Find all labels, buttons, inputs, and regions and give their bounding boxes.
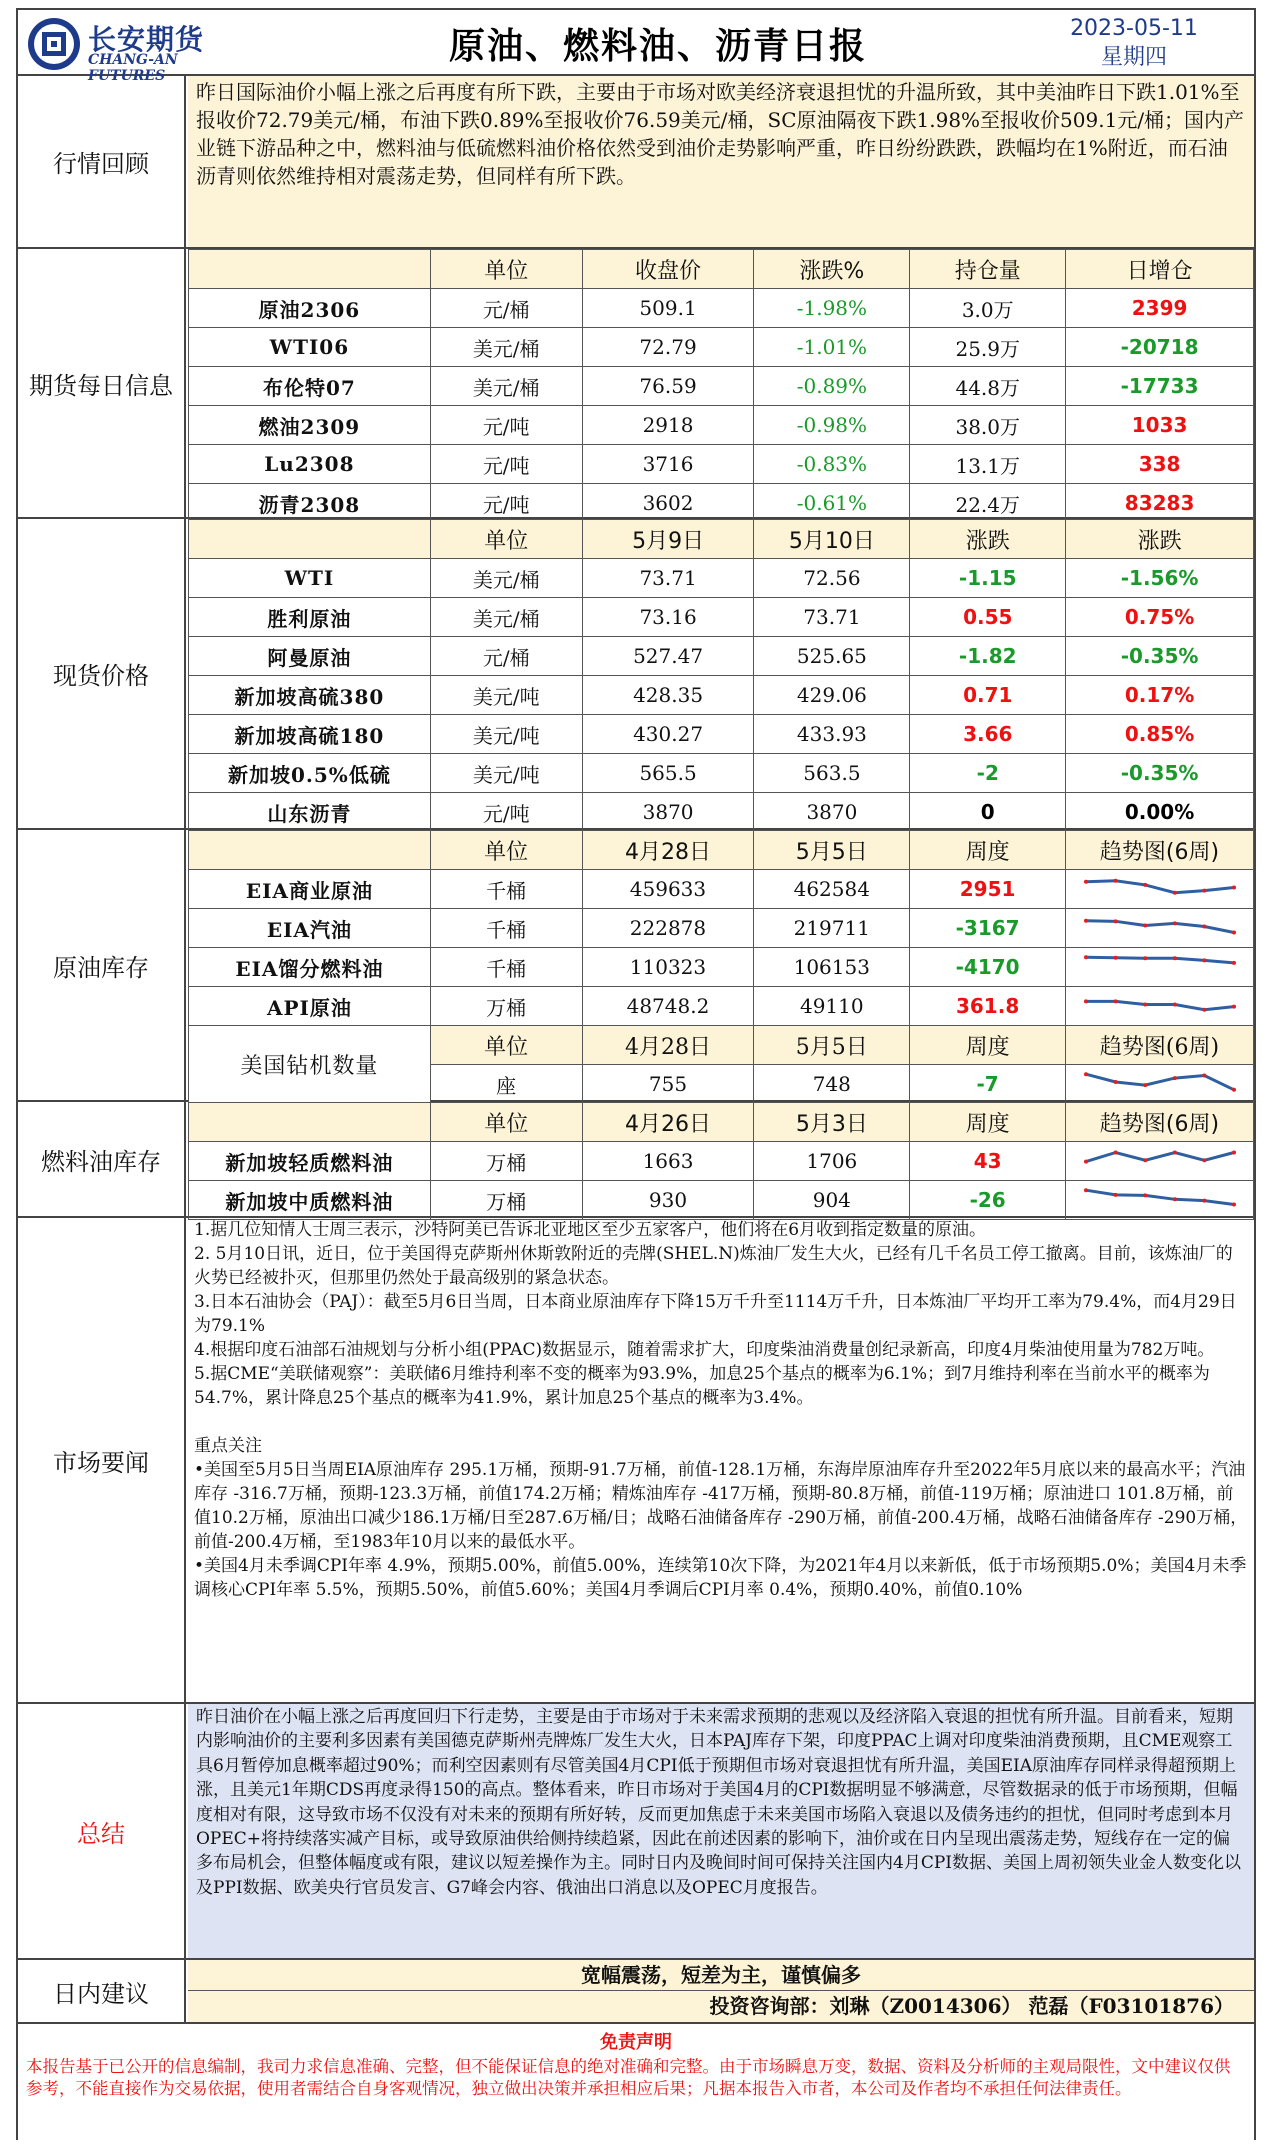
header-cell: 持仓量 — [910, 250, 1066, 289]
header-cell: 单位 — [430, 1103, 582, 1142]
table-row — [189, 1181, 1254, 1220]
open-interest: 22.4万 — [910, 484, 1066, 523]
trend-point — [1113, 999, 1117, 1003]
unit-cell: 元/桶 — [430, 637, 582, 676]
close-price: 3716 — [582, 445, 754, 484]
trend-point — [1084, 1159, 1088, 1163]
header-cell: 单位 — [430, 831, 582, 870]
price-day1: 73.71 — [582, 559, 754, 598]
crude-inventory-section — [18, 830, 1254, 1102]
trend-sparkline — [1066, 987, 1254, 1026]
trend-point — [1172, 1076, 1176, 1080]
section-label: 燃料油库存 — [18, 1102, 186, 1216]
change-pct: -0.61% — [754, 484, 910, 523]
trend-point — [1143, 1158, 1147, 1162]
logo-emblem-icon — [26, 16, 82, 72]
section-label: 现货价格 — [18, 519, 186, 828]
focus-title: 重点关注 — [194, 1436, 262, 1456]
unit-cell: 元/吨 — [430, 406, 582, 445]
weekly-change: -4170 — [910, 948, 1066, 987]
header-cell: 涨跌 — [910, 520, 1066, 559]
trend-line — [1086, 957, 1234, 963]
focus-item: •美国至5月5日当周EIA原油库存 295.1万桶，预期-91.7万桶，前值-128.1万桶，东海岸原油库存升至2022年5月底以来的最高水平；汽油库存 -316.7万桶，预期-123.3万桶，前值174.2万桶；精炼油库存 -417万桶，预期-80.8万桶，前值-119万桶；原油进口 101.8万桶，前值10.2万桶，原油出口减少186.1万桶/日至287.6万桶/日；战略石油储备库存 -290万桶，前值-200.4万桶，战略石油储备库存 -290万桶，前值-200.4万桶，至1983年10月以来的最低水平。 — [194, 1460, 1248, 1552]
header-cell — [189, 520, 431, 559]
table-header-row — [189, 831, 1254, 870]
table-row — [189, 637, 1254, 676]
unit-cell: 元/吨 — [430, 445, 582, 484]
trend-point — [1232, 1150, 1236, 1154]
spot-name: 阿曼原油 — [189, 637, 431, 676]
trend-line — [1086, 880, 1234, 892]
news-spacer — [194, 1410, 1248, 1434]
advice-section — [18, 1960, 1254, 2024]
spot-name: 胜利原油 — [189, 598, 431, 637]
weekly-change: 2951 — [910, 870, 1066, 909]
table-row — [189, 1026, 1254, 1065]
price-change: 0.71 — [910, 676, 1066, 715]
header-cell: 周度 — [910, 831, 1066, 870]
trend-point — [1143, 1002, 1147, 1006]
analyst-credits: 投资咨询部：刘琳（Z0014306） 范磊（F03101876） — [188, 1991, 1254, 2022]
table-row — [189, 598, 1254, 637]
unit-cell: 美元/吨 — [430, 715, 582, 754]
open-interest: 13.1万 — [910, 445, 1066, 484]
market-review-section — [18, 76, 1254, 249]
trend-point — [1172, 921, 1176, 925]
table-row — [189, 909, 1254, 948]
unit-cell: 万桶 — [430, 987, 582, 1026]
price-change: 0.55 — [910, 598, 1066, 637]
spot-name: 山东沥青 — [189, 793, 431, 832]
section-label: 原油库存 — [18, 830, 186, 1100]
trend-line — [1086, 1001, 1234, 1009]
price-day1: 430.27 — [582, 715, 754, 754]
trend-point — [1143, 923, 1147, 927]
trend-point — [1232, 960, 1236, 964]
header-cell: 4月28日 — [582, 831, 754, 870]
table-header-row — [189, 520, 1254, 559]
unit-cell: 元/桶 — [430, 289, 582, 328]
unit-cell: 元/吨 — [430, 484, 582, 523]
trend-point — [1172, 956, 1176, 960]
table-row — [189, 793, 1254, 832]
table-row — [189, 406, 1254, 445]
header-cell: 单位 — [430, 1026, 582, 1065]
contract-name: Lu2308 — [189, 445, 431, 484]
trend-line — [1086, 1152, 1234, 1161]
trend-point — [1232, 1202, 1236, 1206]
unit-cell: 千桶 — [430, 909, 582, 948]
trend-point — [1202, 1198, 1206, 1202]
advice-text: 宽幅震荡，短差为主，谨慎偏多 — [188, 1960, 1254, 1991]
unit-cell: 千桶 — [430, 870, 582, 909]
trend-point — [1202, 1007, 1206, 1011]
trend-line — [1086, 920, 1234, 932]
trend-sparkline — [1066, 948, 1254, 987]
oi-change: 2399 — [1066, 289, 1254, 328]
price-change-pct: 0.85% — [1066, 715, 1254, 754]
company-logo — [26, 16, 226, 84]
unit-cell: 千桶 — [430, 948, 582, 987]
price-change-pct: -1.56% — [1066, 559, 1254, 598]
trend-point — [1202, 1073, 1206, 1077]
header-cell: 5月5日 — [754, 1026, 910, 1065]
disclaimer-text: 本报告基于已公开的信息编制，我司力求信息准确、完整，但不能保证信息的绝对准确和完整。由于市场瞬息万变，数据、资料及分析师的主观局限性，文中建议仅供参考，不能直接作为交易依据，使用者需结合自身客观情况，独立做出决策并承担相应后果；凡据本报告入市者，本公司及作者均不承担任何法律责任。 — [26, 2057, 1231, 2098]
focus-item: •美国4月未季调CPI年率 4.9%，预期5.00%，前值5.00%，连续第10次下降，为2021年4月以来新低，低于市场预期5.0%；美国4月未季调核心CPI年率 5.5%，预期5.50%，前值5.60%；美国4月季调后CPI月率 0.4%，预期0.40%，前值0.10% — [194, 1556, 1247, 1600]
price-day2: 73.71 — [754, 598, 910, 637]
oi-change: -20718 — [1066, 328, 1254, 367]
table-row — [189, 715, 1254, 754]
section-label: 日内建议 — [18, 1960, 186, 2022]
unit-cell: 美元/吨 — [430, 754, 582, 793]
unit-cell: 美元/桶 — [430, 367, 582, 406]
table-header-row — [189, 250, 1254, 289]
value-prev: 222878 — [582, 909, 754, 948]
table-row — [189, 870, 1254, 909]
trend-point — [1113, 919, 1117, 923]
logo-cn-text: 长安期货 — [88, 23, 205, 56]
spot-name: 新加坡高硫380 — [189, 676, 431, 715]
price-day1: 565.5 — [582, 754, 754, 793]
change-pct: -0.98% — [754, 406, 910, 445]
weekly-change: -26 — [910, 1181, 1066, 1220]
weekly-change: 361.8 — [910, 987, 1066, 1026]
news-item: 1.据几位知情人士周三表示，沙特阿美已告诉北亚地区至少五家客户，他们将在6月收到指定数量的原油。 — [194, 1220, 987, 1240]
trend-point — [1172, 1150, 1176, 1154]
crude-inventory-table — [188, 830, 1254, 1104]
table-row — [189, 948, 1254, 987]
rig-count-name: 美国钻机数量 — [189, 1026, 431, 1104]
trend-point — [1202, 958, 1206, 962]
unit-cell: 美元/吨 — [430, 676, 582, 715]
report-title: 原油、燃料油、沥青日报 — [448, 26, 867, 67]
price-day2: 3870 — [754, 793, 910, 832]
trend-point — [1084, 1188, 1088, 1192]
value-curr: 49110 — [754, 987, 910, 1026]
trend-point — [1202, 888, 1206, 892]
section-label: 行情回顾 — [18, 76, 186, 247]
trend-sparkline — [1066, 870, 1254, 909]
close-price: 76.59 — [582, 367, 754, 406]
price-day1: 3870 — [582, 793, 754, 832]
unit-cell: 座 — [430, 1065, 582, 1104]
inventory-name: EIA商业原油 — [189, 870, 431, 909]
trend-point — [1232, 885, 1236, 889]
price-change-pct: -0.35% — [1066, 754, 1254, 793]
oi-change: 1033 — [1066, 406, 1254, 445]
header-cell: 趋势图(6周) — [1066, 831, 1254, 870]
price-day2: 72.56 — [754, 559, 910, 598]
value-prev: 930 — [582, 1181, 754, 1220]
trend-point — [1172, 1002, 1176, 1006]
table-row — [189, 367, 1254, 406]
trend-point — [1232, 1004, 1236, 1008]
news-item: 4.根据印度石油部石油规划与分析小组(PPAC)数据显示，随着需求扩大，印度柴油消费量创纪录新高，印度4月柴油使用量为782万吨。 — [194, 1340, 1215, 1360]
header-cell: 日增仓 — [1066, 250, 1254, 289]
disclaimer-title: 免责声明 — [600, 2032, 672, 2053]
spot-name: 新加坡高硫180 — [189, 715, 431, 754]
open-interest: 3.0万 — [910, 289, 1066, 328]
trend-point — [1143, 956, 1147, 960]
trend-sparkline — [1066, 909, 1254, 948]
trend-point — [1232, 930, 1236, 934]
table-row — [189, 484, 1254, 523]
market-news-body — [188, 1218, 1254, 1702]
value-curr: 748 — [754, 1065, 910, 1104]
spot-name: WTI — [189, 559, 431, 598]
header-cell — [189, 831, 431, 870]
trend-point — [1084, 1072, 1088, 1076]
table-header-row — [189, 1103, 1254, 1142]
table-row — [189, 559, 1254, 598]
value-curr: 219711 — [754, 909, 910, 948]
weekday-text: 星期四 — [1100, 45, 1167, 70]
price-change-pct: 0.17% — [1066, 676, 1254, 715]
section-label: 期货每日信息 — [18, 249, 186, 517]
oi-change: 83283 — [1066, 484, 1254, 523]
spot-name: 新加坡0.5%低硫 — [189, 754, 431, 793]
header-cell: 周度 — [910, 1103, 1066, 1142]
price-change: -2 — [910, 754, 1066, 793]
header-cell — [189, 1103, 431, 1142]
table-row — [189, 676, 1254, 715]
oi-change: 338 — [1066, 445, 1254, 484]
header-cell: 4月26日 — [582, 1103, 754, 1142]
price-day2: 429.06 — [754, 676, 910, 715]
trend-sparkline — [1066, 1181, 1254, 1220]
header-cell: 5月9日 — [582, 520, 754, 559]
unit-cell: 万桶 — [430, 1142, 582, 1181]
price-change: -1.82 — [910, 637, 1066, 676]
contract-name: 燃油2309 — [189, 406, 431, 445]
report-date — [1054, 14, 1214, 72]
header-cell: 5月10日 — [754, 520, 910, 559]
price-day2: 563.5 — [754, 754, 910, 793]
summary-text: 昨日油价在小幅上涨之后再度回归下行走势，主要是由于市场对于未来需求预期的悲观以及经济陷入衰退的担忧有所升温。目前看来，短期内影响油价的主要利多因素有美国德克萨斯州壳牌炼厂发生大火，日本PAJ库存下架，印度PPAC上调对印度柴油消费预期，且CME观察工具6月暂停加息概率超过90%；而利空因素则有尽管美国4月CPI低于预期但市场对衰退担忧有所升温，美国EIA原油库存同样录得超预期上涨，且美元1年期CDS再度录得150的高点。整体看来，昨日市场对于美国4月的CPI数据明显不够满意，尽管数据录的低于市场预期，但幅度相对有限，这导致市场不仅没有对未来的预期有所好转，反而更加焦虑于未来美国市场陷入衰退以及债务违约的担忧，但同时考虑到本月OPEC+将持续落实减产目标，或导致原油供给侧持续趋紧，因此在前述因素的影响下，油价或在日内呈现出震荡走势，短线存在一定的偏多布局机会，但整体幅度或有限，建议以短差操作为主。同时日内及晚间时间可保持关注国内4月CPI数据、美国上周初领失业金人数变化以及PPI数据、欧美央行官员发言、G7峰会内容、俄油出口消息以及OPEC月度报告。 — [188, 1704, 1254, 1958]
fuel-inventory-section — [18, 1102, 1254, 1218]
header-cell: 单位 — [430, 250, 582, 289]
price-change-pct: 0.75% — [1066, 598, 1254, 637]
trend-point — [1143, 1083, 1147, 1087]
news-item: 5.据CME“美联储观察”：美联储6月维持利率不变的概率为93.9%，加息25个基点的概率为6.1%；到7月维持利率在当前水平的概率为54.7%，累计降息25个基点的概率为41.9%，累计加息25个基点的概率为3.4%。 — [194, 1364, 1210, 1408]
inventory-name: EIA汽油 — [189, 909, 431, 948]
price-change: 3.66 — [910, 715, 1066, 754]
futures-table — [188, 249, 1254, 523]
news-item: 2. 5月10日讯，近日，位于美国得克萨斯州休斯敦附近的壳牌(SHEL.N)炼油厂发生大火，已经有几千名员工停工撤离。目前，该炼油厂的火势已经被扑灭，但那里仍然处于最高级别的紧急状态。 — [194, 1244, 1233, 1288]
table-row — [189, 754, 1254, 793]
trend-point — [1084, 918, 1088, 922]
value-prev: 110323 — [582, 948, 754, 987]
header-cell — [189, 250, 431, 289]
date-text: 2023-05-11 — [1070, 16, 1198, 41]
trend-point — [1172, 1197, 1176, 1201]
trend-point — [1113, 878, 1117, 882]
price-day2: 525.65 — [754, 637, 910, 676]
open-interest: 25.9万 — [910, 328, 1066, 367]
trend-point — [1113, 955, 1117, 959]
table-row — [189, 987, 1254, 1026]
header-cell: 5月3日 — [754, 1103, 910, 1142]
value-curr: 1706 — [754, 1142, 910, 1181]
inventory-name: API原油 — [189, 987, 431, 1026]
contract-name: 布伦特07 — [189, 367, 431, 406]
header-cell: 涨跌% — [754, 250, 910, 289]
value-prev: 459633 — [582, 870, 754, 909]
inventory-name: 新加坡中质燃料油 — [189, 1181, 431, 1220]
spot-section — [18, 519, 1254, 830]
spot-table — [188, 519, 1254, 832]
section-label: 市场要闻 — [18, 1218, 186, 1702]
unit-cell: 美元/桶 — [430, 328, 582, 367]
header-cell: 涨跌 — [1066, 520, 1254, 559]
table-row — [189, 1142, 1254, 1181]
trend-line — [1086, 1190, 1234, 1204]
contract-name: WTI06 — [189, 328, 431, 367]
report-page — [16, 8, 1256, 2140]
price-day2: 433.93 — [754, 715, 910, 754]
value-curr: 462584 — [754, 870, 910, 909]
close-price: 72.79 — [582, 328, 754, 367]
trend-point — [1113, 1080, 1117, 1084]
trend-point — [1084, 955, 1088, 959]
table-row — [189, 289, 1254, 328]
header-cell: 收盘价 — [582, 250, 754, 289]
trend-point — [1202, 924, 1206, 928]
open-interest: 38.0万 — [910, 406, 1066, 445]
unit-cell: 美元/桶 — [430, 559, 582, 598]
trend-sparkline — [1066, 1065, 1254, 1104]
inventory-name: EIA馏分燃料油 — [189, 948, 431, 987]
header-cell: 单位 — [430, 520, 582, 559]
value-prev: 1663 — [582, 1142, 754, 1181]
header-cell: 5月5日 — [754, 831, 910, 870]
disclaimer-section — [18, 2024, 1254, 2140]
header-cell: 4月28日 — [582, 1026, 754, 1065]
trend-point — [1113, 1150, 1117, 1154]
unit-cell: 万桶 — [430, 1181, 582, 1220]
summary-section — [18, 1704, 1254, 1960]
contract-name: 沥青2308 — [189, 484, 431, 523]
close-price: 3602 — [582, 484, 754, 523]
price-day1: 428.35 — [582, 676, 754, 715]
close-price: 509.1 — [582, 289, 754, 328]
value-curr: 106153 — [754, 948, 910, 987]
value-curr: 904 — [754, 1181, 910, 1220]
trend-point — [1202, 1158, 1206, 1162]
table-row — [189, 328, 1254, 367]
price-change: -1.15 — [910, 559, 1066, 598]
weekly-change: -7 — [910, 1065, 1066, 1104]
price-change-pct: -0.35% — [1066, 637, 1254, 676]
price-day1: 527.47 — [582, 637, 754, 676]
table-row — [189, 445, 1254, 484]
trend-point — [1172, 890, 1176, 894]
change-pct: -0.83% — [754, 445, 910, 484]
logo-en-text: CHANG-AN FUTURES — [88, 52, 178, 84]
trend-point — [1084, 879, 1088, 883]
header-cell: 周度 — [910, 1026, 1066, 1065]
trend-point — [1113, 1192, 1117, 1196]
header-cell: 趋势图(6周) — [1066, 1103, 1254, 1142]
change-pct: -1.98% — [754, 289, 910, 328]
weekly-change: -3167 — [910, 909, 1066, 948]
trend-line — [1086, 1074, 1234, 1090]
report-header — [18, 10, 1254, 84]
contract-name: 原油2306 — [189, 289, 431, 328]
unit-cell: 美元/桶 — [430, 598, 582, 637]
unit-cell: 元/吨 — [430, 793, 582, 832]
trend-point — [1232, 1087, 1236, 1091]
oi-change: -17733 — [1066, 367, 1254, 406]
fuel-inventory-table — [188, 1102, 1254, 1220]
price-change-pct: 0.00% — [1066, 793, 1254, 832]
trend-point — [1143, 1193, 1147, 1197]
futures-section — [18, 249, 1254, 519]
value-prev: 755 — [582, 1065, 754, 1104]
trend-point — [1143, 882, 1147, 886]
change-pct: -0.89% — [754, 367, 910, 406]
change-pct: -1.01% — [754, 328, 910, 367]
market-review-text: 昨日国际油价小幅上涨之后再度有所下跌，主要由于市场对欧美经济衰退担忧的升温所致，其中美油昨日下跌1.01%至报收价72.79美元/桶，布油下跌0.89%至报收价76.59美元/桶，SC原油隔夜下跌1.98%至报收价509.1元/桶；国内产业链下游品种之中，燃料油与低硫燃料油价格依然受到油价走势影响严重，昨日纷纷跌跌，跌幅均在1%附近，而石油沥青则依然维持相对震荡走势，但同样有所下跌。 — [188, 76, 1254, 247]
value-prev: 48748.2 — [582, 987, 754, 1026]
inventory-name: 新加坡轻质燃料油 — [189, 1142, 431, 1181]
trend-sparkline — [1066, 1142, 1254, 1181]
news-item: 3.日本石油协会（PAJ）：截至5月6日当周，日本商业原油库存下降15万千升至1114万千升，日本炼油厂平均开工率为79.4%，而4月29日为79.1% — [194, 1292, 1237, 1336]
market-news-section — [18, 1218, 1254, 1704]
section-label: 总结 — [18, 1704, 186, 1958]
close-price: 2918 — [582, 406, 754, 445]
header-cell: 趋势图(6周) — [1066, 1026, 1254, 1065]
trend-point — [1084, 999, 1088, 1003]
weekly-change: 43 — [910, 1142, 1066, 1181]
open-interest: 44.8万 — [910, 367, 1066, 406]
price-day1: 73.16 — [582, 598, 754, 637]
price-change: 0 — [910, 793, 1066, 832]
